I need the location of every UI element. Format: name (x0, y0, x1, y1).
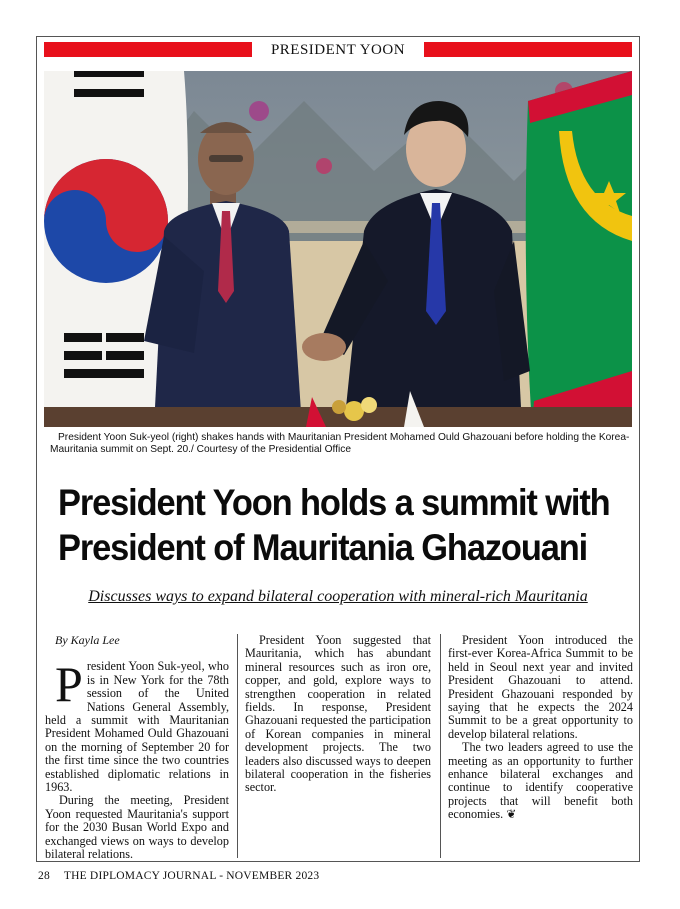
mauritania-flag-icon (526, 71, 632, 427)
paragraph: During the meeting, President Yoon requested Mauritania's support for the 2030 Busan World Expo and exchanged views on ways to develop bilateral relations. (45, 793, 229, 862)
section-header (44, 40, 632, 60)
photo-caption: President Yoon Suk-yeol (right) shakes hands with Mauritanian President Mohamed Ould Ghazouani before holding the Korea-Mauritania summit on Sept. 20./ Courtesy of the Presidential Office (50, 432, 630, 455)
paragraph-text: resident Yoon Suk-yeol, who is in New York for the 78th session of the United Nations General Assembly, held a summit with Mauritanian President Mohamed Ould Ghazouani on the morning of September 20 for the first time since the two countries established diplomatic relations in 1963. (45, 659, 229, 795)
column-divider (440, 634, 441, 858)
article-headline (58, 480, 610, 570)
paragraph-text: The two leaders agreed to use the meeting as an opportunity to further enhance bilateral exchanges and continue to identify cooperative projects that will benefit both economies. (448, 740, 633, 822)
article-column-2 (245, 634, 431, 795)
drop-cap: P (55, 656, 83, 713)
article-column-3 (448, 634, 633, 822)
headline-line-1: President Yoon holds a summit with (58, 482, 610, 523)
section-bar-left (44, 42, 252, 57)
page-number: 28 (38, 870, 50, 882)
article-subhead: Discusses ways to expand bilateral cooperation with mineral-rich Mauritania (88, 588, 588, 605)
paragraph (45, 656, 229, 795)
section-bar-right (424, 42, 632, 57)
byline: By Kayla Lee (55, 633, 120, 647)
headline-line-2: President of Mauritania Ghazouani (58, 527, 588, 568)
paragraph: President Yoon introduced the first-ever Korea-Africa Summit to be held in Seoul next year and invited President Ghazouani to attend. President Ghazouani responded by saying that he expects the 2024 Summit to be a great opportunity to develop bilateral relations. (448, 633, 633, 741)
paragraph (448, 741, 633, 821)
publication-name: THE DIPLOMACY JOURNAL - NOVEMBER 2023 (63, 870, 320, 882)
section-label: PRESIDENT YOON (270, 42, 406, 58)
paragraph: President Yoon suggested that Mauritania, which has abundant mineral resources such as iron ore, copper, and gold, explore ways to strengthen cooperation in related fields. In response, President Ghazouani requested the participation of Korean companies in mineral development projects. The two leaders also discussed ways to deepen bilateral cooperation in the fisheries sector. (245, 633, 431, 795)
summit-photo (44, 71, 632, 427)
column-divider (237, 634, 238, 858)
end-mark-icon: ❦ (506, 807, 517, 822)
article-column-1 (45, 634, 229, 862)
page-footer (38, 870, 333, 882)
